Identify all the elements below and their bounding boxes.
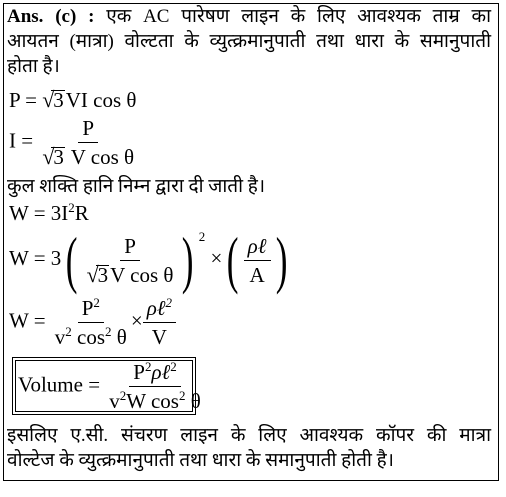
intro-line-2: आयतन (मात्रा) वोल्टता के व्युत्क्रमानुपाती तथा धारा के समानुपाती bbox=[7, 31, 491, 52]
equation-loss-expanded: W = 3( P √ 3V cos θ ) $^2$ ×( $\frac{\text{ρℓ}}{A}$ ) bbox=[9, 224, 288, 295]
sqrt-symbol: √ 3 bbox=[42, 144, 64, 169]
eq5-num2-sup: 2 bbox=[165, 295, 173, 310]
eq5-den-sup: 2 bbox=[65, 324, 72, 339]
equation-power bbox=[9, 88, 136, 113]
eq4-den-sqrt-arg: 3 bbox=[97, 262, 109, 287]
eq6-den: v bbox=[109, 389, 120, 413]
eq4-lhs: W = 3 bbox=[9, 245, 62, 270]
intro-line-1-text: एक AC पारेषण लाइन के लिए आवश्यक ताम्र का bbox=[106, 6, 491, 27]
eq6-den-rest: W cos bbox=[126, 389, 179, 413]
sqrt-symbol: √ 3 bbox=[86, 261, 109, 287]
intro-line-1 bbox=[7, 6, 491, 28]
fraction bbox=[244, 234, 271, 287]
answer-label: Ans. (c) : bbox=[7, 6, 95, 27]
eq2-den-rest: V cos θ bbox=[65, 145, 135, 169]
eq5-den-sup2: 2 bbox=[105, 324, 112, 339]
eq1-rest: VI cos θ bbox=[65, 88, 137, 112]
eq5-num-sup: 2 bbox=[93, 295, 100, 310]
eq4-power: 2 bbox=[198, 228, 206, 244]
times-sign: × bbox=[130, 308, 143, 333]
eq6-num-rest: ρℓ bbox=[151, 360, 171, 384]
eq1-sqrt-arg: 3 bbox=[53, 88, 64, 112]
intro-line-3: होता है। bbox=[7, 56, 60, 77]
eq5-den-rest: cos bbox=[71, 325, 106, 349]
conclusion-line-2: वोल्टेज के व्युत्क्रमानुपाती तथा धारा के समानुपाती होती है। bbox=[7, 450, 394, 471]
eq4-numerator: P bbox=[120, 234, 140, 261]
eq5-num2: ρℓ bbox=[146, 296, 166, 320]
equation-loss bbox=[9, 201, 89, 226]
eq5-den-tail: θ bbox=[111, 325, 127, 349]
loss-text: कुल शक्ति हानि निम्न द्वारा दी जाती है। bbox=[7, 176, 266, 197]
eq3-text: W = 3I bbox=[9, 201, 69, 225]
eq6-num-sup2: 2 bbox=[170, 359, 177, 374]
eq2-lhs: I = bbox=[9, 128, 39, 153]
fraction bbox=[83, 234, 178, 287]
eq2-numerator: P bbox=[78, 116, 98, 143]
eq4-numerator-2: ρℓ bbox=[244, 234, 271, 261]
eq4-den-rest: V cos θ bbox=[110, 262, 174, 287]
eq6-num: P bbox=[133, 360, 145, 384]
eq2-den-sqrt-arg: 3 bbox=[53, 145, 64, 169]
eq5-den: v bbox=[54, 325, 66, 349]
fraction bbox=[38, 116, 138, 169]
fraction bbox=[143, 296, 176, 349]
equation-loss-simplified bbox=[9, 296, 176, 349]
eq6-den-sup: 2 bbox=[119, 388, 127, 403]
fraction bbox=[51, 296, 131, 349]
times-sign: × bbox=[210, 245, 223, 270]
eq6-den-tail: θ bbox=[185, 389, 201, 413]
eq6-lhs: Volume = bbox=[18, 372, 106, 397]
equation-current bbox=[9, 116, 138, 169]
eq5-num: P bbox=[81, 296, 94, 320]
fraction bbox=[105, 360, 205, 413]
eq6-num-sup: 2 bbox=[144, 359, 152, 374]
eq3-sup: 2 bbox=[68, 200, 75, 215]
equation-volume bbox=[18, 360, 205, 413]
eq1-lhs: P = bbox=[9, 88, 43, 112]
conclusion-line-1: इसलिए ए.सी. संचरण लाइन के लिए आवश्यक कॉपर की मात्रा bbox=[7, 425, 491, 446]
eq6-den-sup2: 2 bbox=[178, 388, 186, 403]
eq5-den2: V bbox=[151, 325, 167, 349]
eq4-denominator-2: A bbox=[249, 262, 265, 287]
eq3-tail: R bbox=[74, 201, 89, 225]
eq5-lhs: W = bbox=[9, 308, 51, 333]
sqrt-symbol: √ 3 bbox=[42, 87, 64, 112]
